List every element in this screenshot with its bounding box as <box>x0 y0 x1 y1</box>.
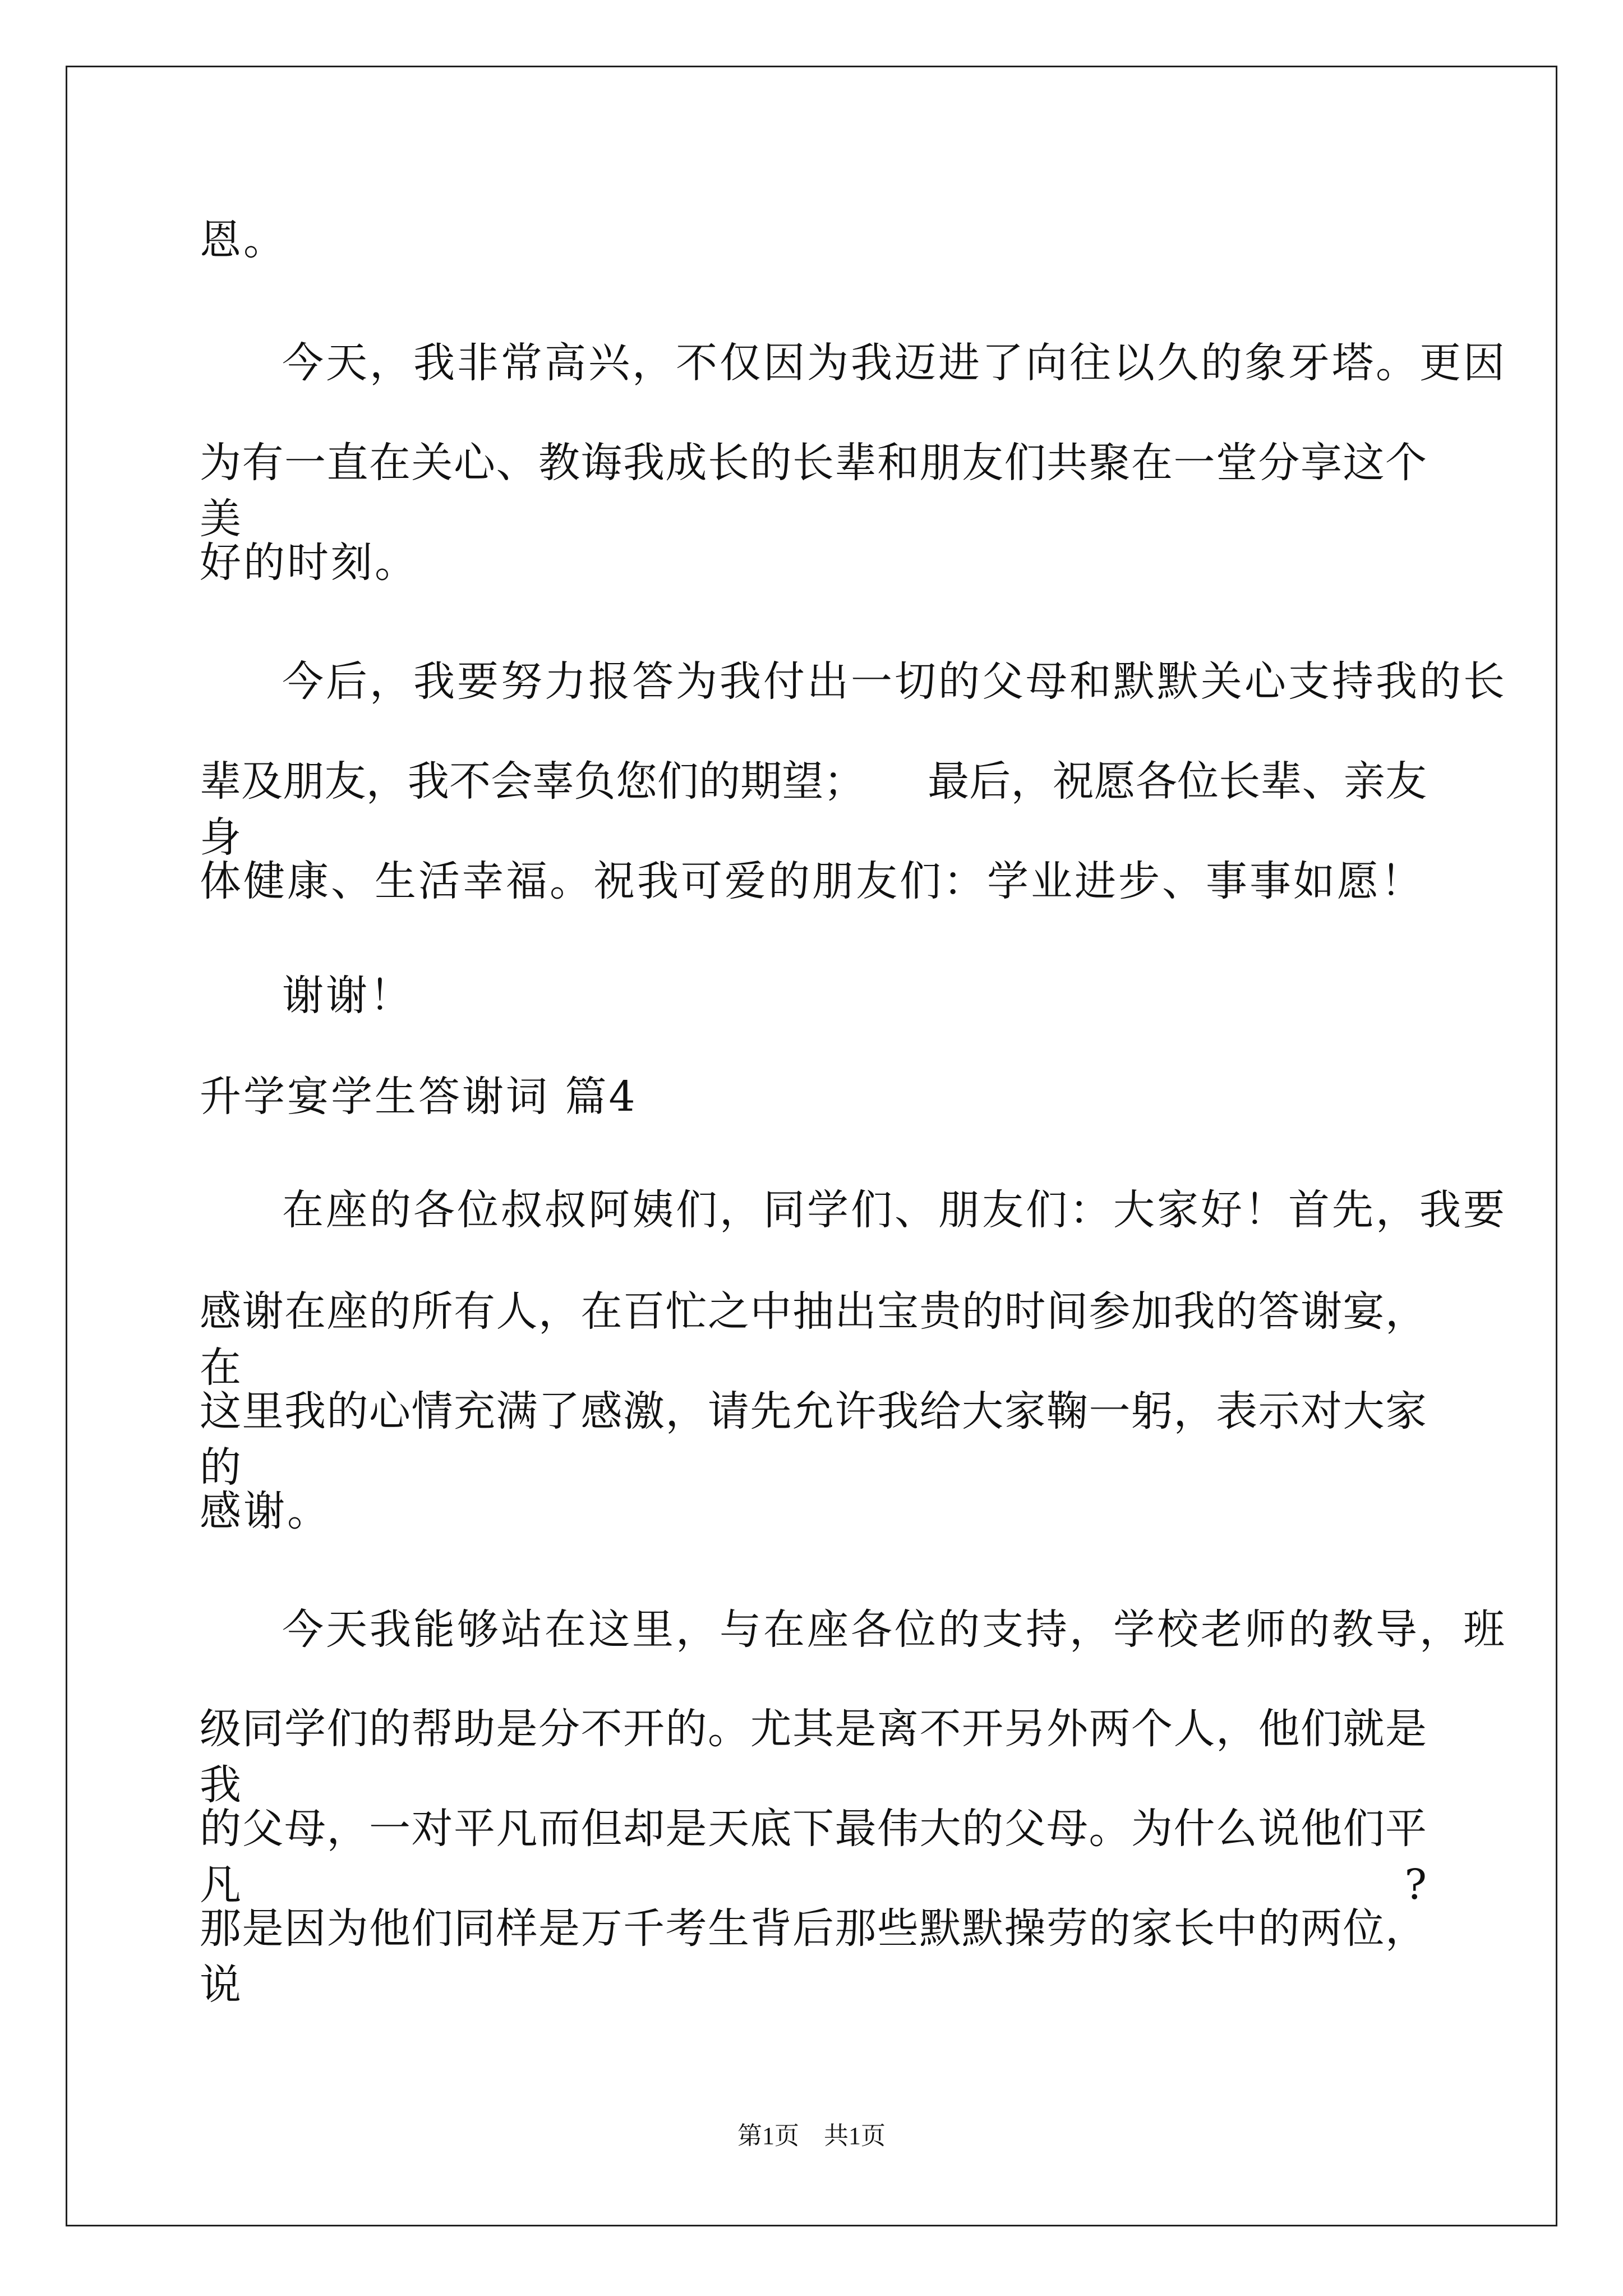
text-line-2: 今天，我非常高兴，不仅因为我迈进了向往以久的象牙塔。更因 <box>282 339 1507 387</box>
text-line-4: 好的时刻。 <box>200 539 418 587</box>
text-line-11: 这里我的心情充满了感激，请先允许我给大家鞠一躬，表示对大家的 <box>200 1387 1427 1492</box>
text-line-5: 今后，我要努力报答为我付出一切的父母和默默关心支持我的长 <box>282 657 1507 706</box>
section-heading: 升学宴学生答谢词 篇4 <box>200 1073 638 1121</box>
text-line-3: 为有一直在关心、教诲我成长的长辈和朋友们共聚在一堂分享这个美 <box>200 439 1427 543</box>
text-line-9: 在座的各位叔叔阿姨们，同学们、朋友们：大家好！首先，我要 <box>282 1186 1507 1234</box>
text-line-8: 谢谢！ <box>282 972 413 1020</box>
text-line-14: 级同学们的帮助是分不开的。尤其是离不开另外两个人，他们就是我 <box>200 1705 1427 1809</box>
text-line-7: 体健康、生活幸福。祝我可爱的朋友们：学业进步、事事如愿！ <box>200 857 1424 905</box>
text-line-15: 的父母，一对平凡而但却是天底下最伟大的父母。为什么说他们平凡? <box>200 1805 1427 1909</box>
page-footer: 第1页 共1页 <box>737 2122 886 2150</box>
text-line-13: 今天我能够站在这里，与在座各位的支持，学校老师的教导，班 <box>282 1605 1507 1654</box>
text-line-12: 感谢。 <box>200 1487 331 1535</box>
text-line-6: 辈及朋友，我不会辜负您们的期望； 最后，祝愿各位长辈、亲友身 <box>200 757 1427 862</box>
text-line-1: 恩。 <box>200 216 287 264</box>
text-line-10: 感谢在座的所有人，在百忙之中抽出宝贵的时间参加我的答谢宴，在 <box>200 1287 1427 1392</box>
text-line-16: 那是因为他们同样是万千考生背后那些默默操劳的家长中的两位，说 <box>200 1904 1427 2009</box>
